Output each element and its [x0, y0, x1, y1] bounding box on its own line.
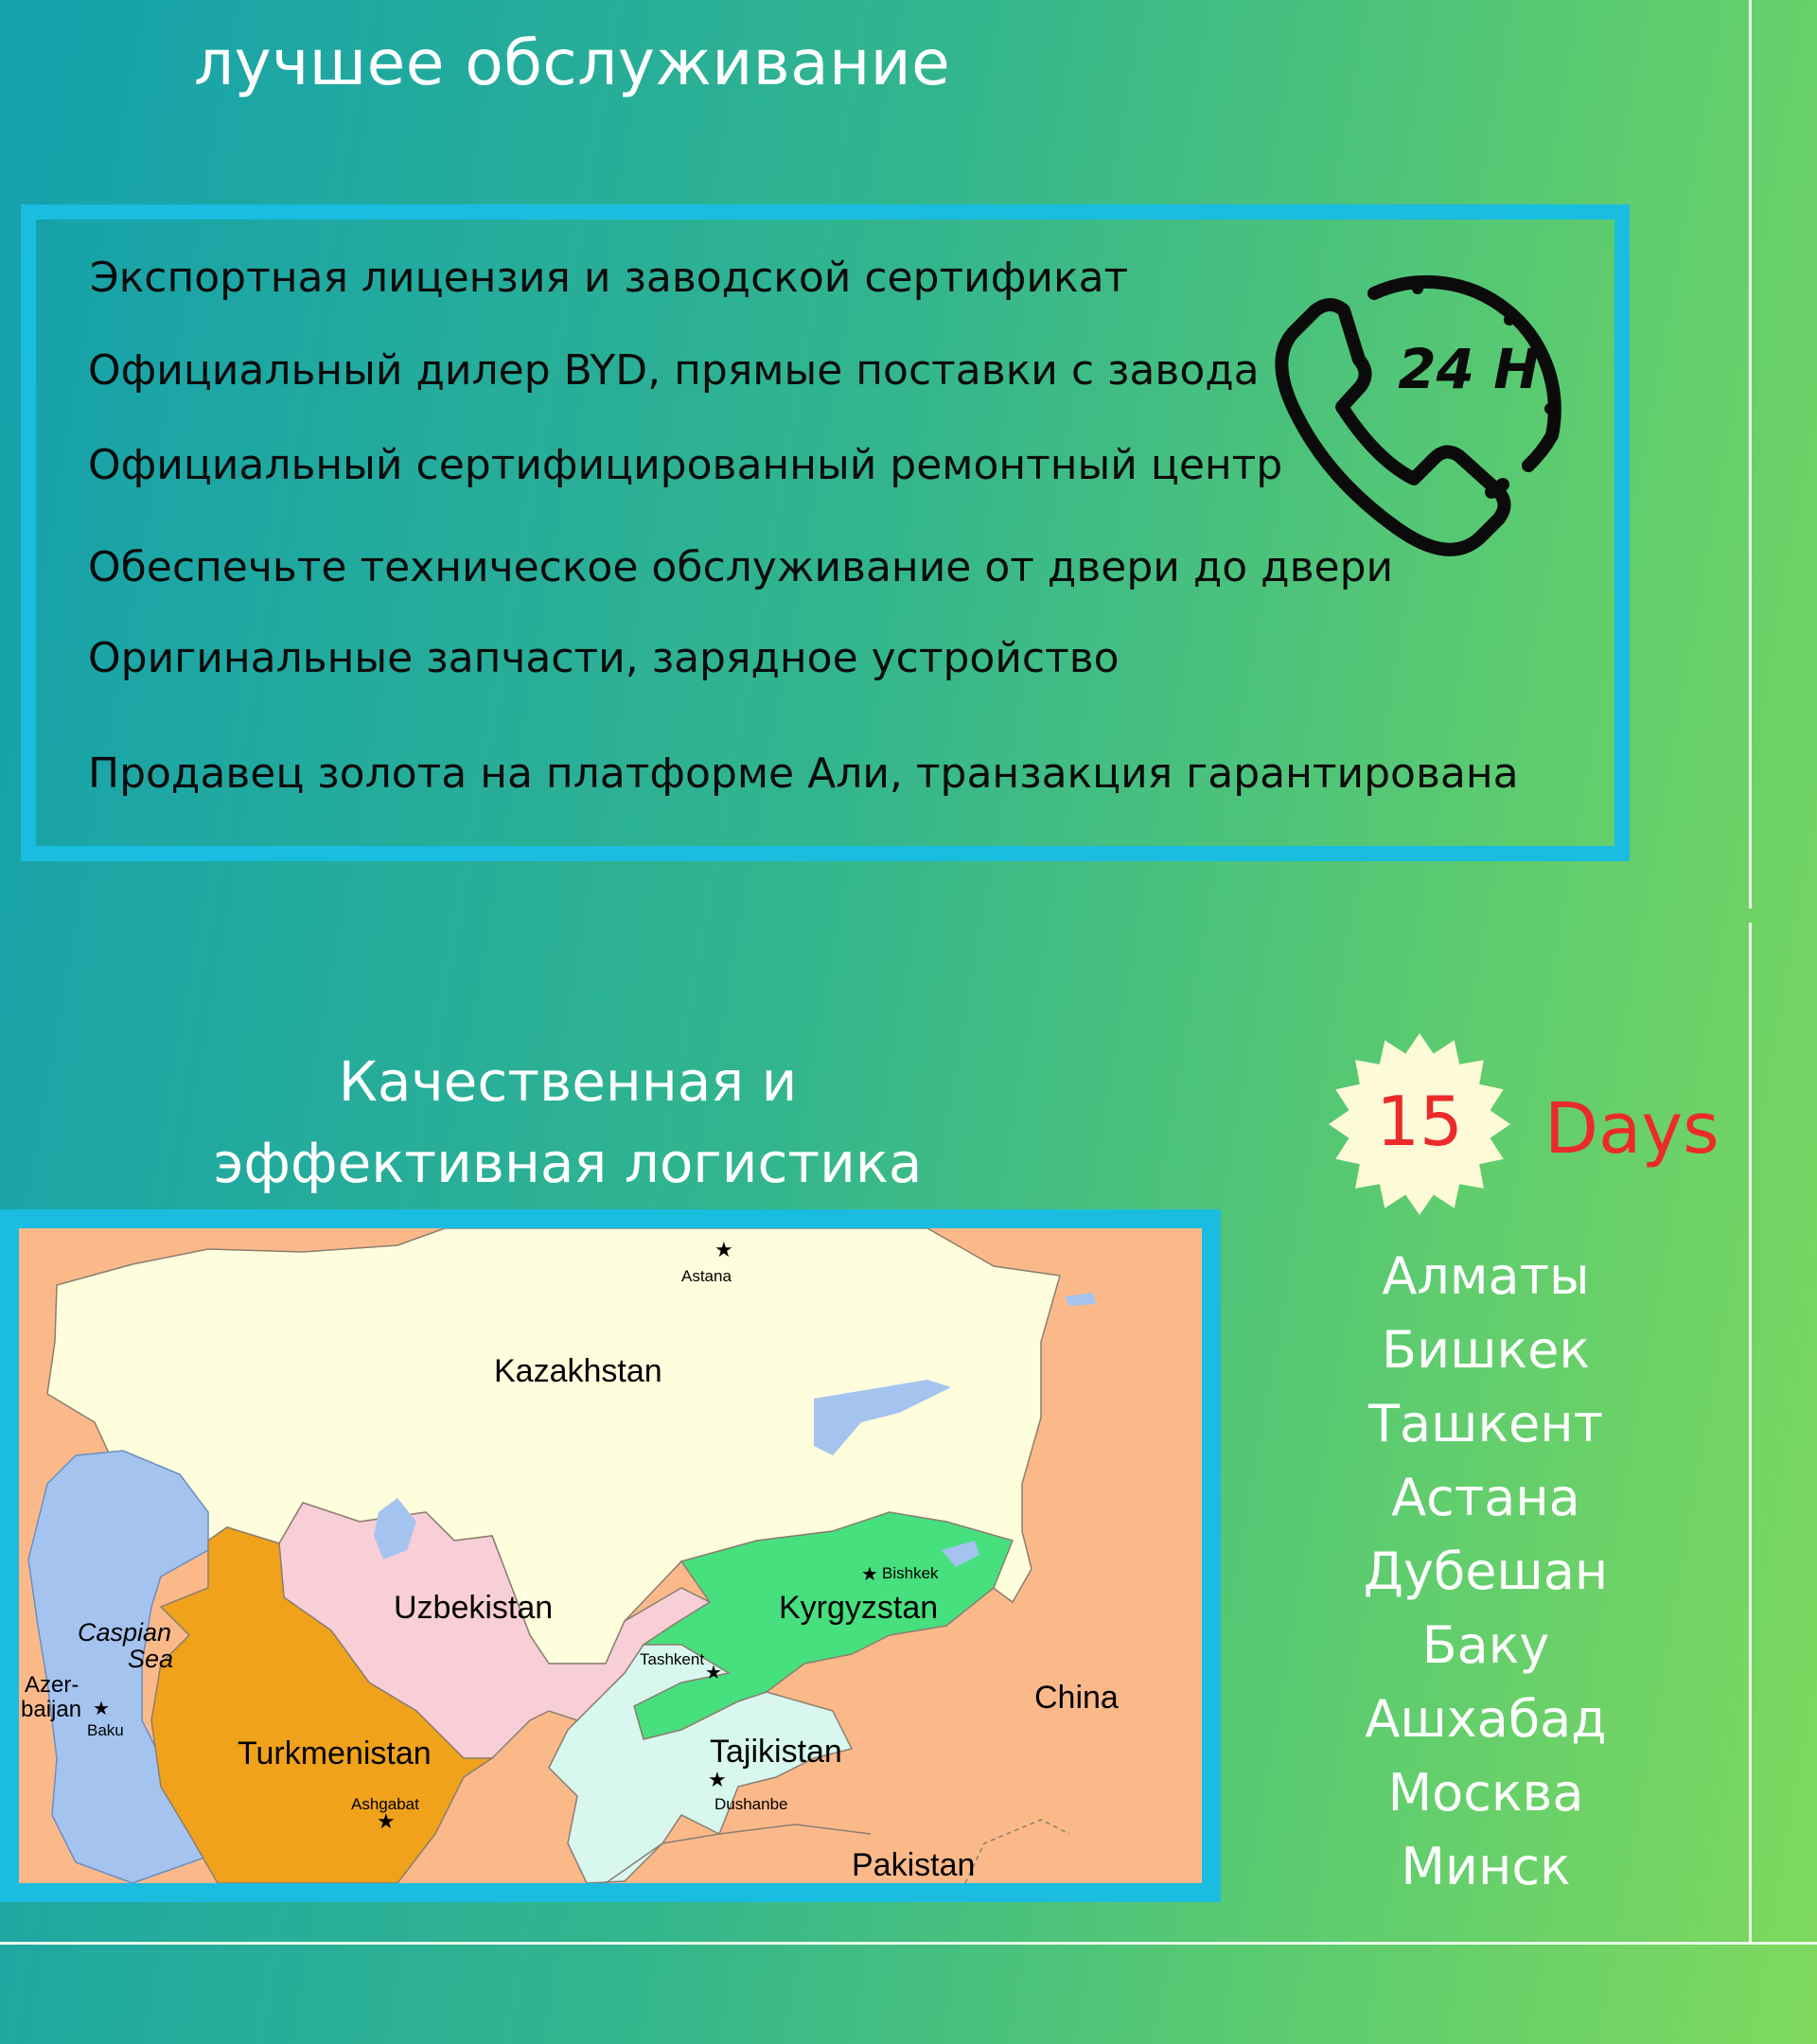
label-turkmenistan: Turkmenistan — [238, 1736, 432, 1771]
service-item: Продавец золота на платформе Али, транзакция гарантирована — [88, 749, 1519, 798]
tashkent-star: ★ — [705, 1663, 722, 1683]
city-item: Баку — [1421, 1615, 1550, 1675]
24h-text: 24 H — [1398, 337, 1540, 401]
city-item: Ашхабад — [1365, 1689, 1607, 1749]
delivery-city-list — [1325, 1240, 1647, 1904]
label-ashgabat: Ashgabat — [351, 1795, 419, 1813]
dushanbe-star: ★ — [708, 1768, 727, 1791]
logistics-title-line2: эффективная логистика — [213, 1131, 923, 1195]
service-item: Экспортная лицензия и заводской сертификат — [90, 254, 1129, 302]
service-item: Оригинальные запчасти, зарядное устройство — [88, 634, 1120, 682]
label-tashkent: Tashkent — [640, 1650, 705, 1668]
service-item: Официальный сертифицированный ремонтный центр — [88, 441, 1283, 489]
starburst-badge — [1325, 1030, 1524, 1219]
central-asia-map — [19, 1228, 1202, 1883]
label-astana: Astana — [681, 1267, 732, 1285]
label-china: China — [1034, 1680, 1119, 1716]
service-item: Официальный дилер BYD, прямые поставки с завода — [88, 346, 1260, 395]
days-label: Days — [1544, 1088, 1720, 1170]
city-item: Минск — [1401, 1837, 1571, 1896]
label-kyrgyzstan: Kyrgyzstan — [779, 1590, 939, 1626]
phone-24h-icon — [1268, 237, 1590, 558]
city-item: Москва — [1387, 1763, 1584, 1823]
astana-star: ★ — [714, 1238, 733, 1261]
label-bishkek: Bishkek — [882, 1564, 939, 1582]
logistics-title — [95, 1041, 1041, 1204]
label-tajikistan: Tajikistan — [710, 1734, 842, 1770]
label-kazakhstan: Kazakhstan — [494, 1353, 662, 1389]
city-item: Ташкент — [1367, 1394, 1604, 1454]
label-caspian-line1: Caspian — [78, 1618, 172, 1647]
label-pakistan: Pakistan — [852, 1847, 976, 1883]
label-uzbekistan: Uzbekistan — [394, 1590, 554, 1626]
service-item: Обеспечьте техническое обслуживание от двери до двери — [88, 543, 1394, 591]
right-guide-line-upper — [1749, 0, 1752, 908]
days-number: 15 — [1376, 1082, 1463, 1161]
bottom-guide-line — [0, 1942, 1817, 1945]
label-azerbaijan-line1: Azer- — [25, 1672, 79, 1698]
city-item: Бишкек — [1381, 1320, 1590, 1380]
label-azerbaijan-line2: baijan — [21, 1697, 82, 1722]
city-item: Алматы — [1382, 1246, 1590, 1306]
logistics-title-line1: Качественная и — [338, 1049, 798, 1114]
label-baku: Baku — [87, 1721, 124, 1739]
city-item: Дубешан — [1363, 1542, 1609, 1601]
bishkek-star: ★ — [861, 1564, 878, 1585]
ashgabat-star: ★ — [377, 1809, 396, 1833]
label-caspian-line2: Sea — [128, 1645, 174, 1673]
page-title: лучшее обслуживание — [194, 26, 951, 99]
right-guide-line-lower — [1749, 923, 1752, 1945]
label-dushanbe: Dushanbe — [714, 1795, 788, 1813]
baku-star: ★ — [93, 1699, 110, 1719]
city-item: Астана — [1391, 1468, 1580, 1527]
